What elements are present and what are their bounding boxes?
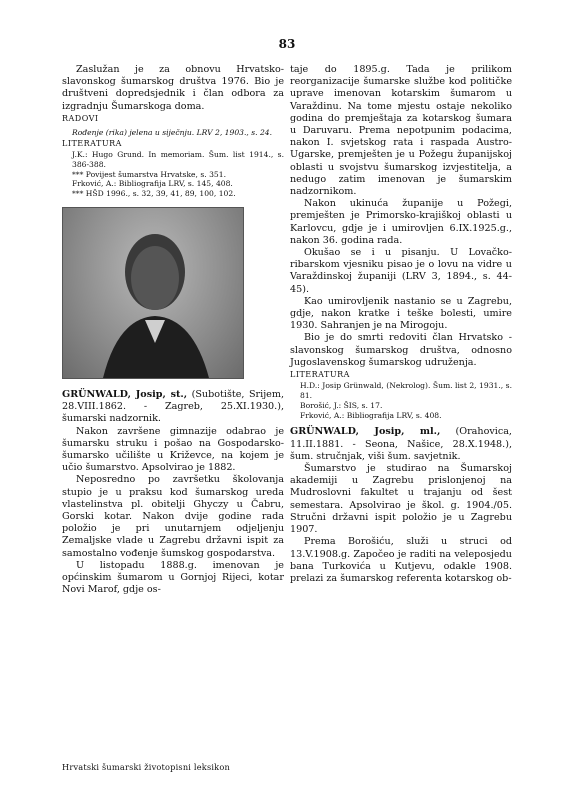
lit-item: *** Povijest šumarstva Hrvatske, s. 351. <box>72 169 227 179</box>
lit-item: H.D.: Josip Grünwald, (Nekrolog). Šum. list 2, 1931., s. 81. <box>300 381 512 401</box>
lit-item: Frković, A.: Bibliografija LRV, s. 145, 408. <box>72 179 233 189</box>
entry-details-ml: (Orahovica, 11.II.1881. - Seona, Našice, 28.X.1948.), šum. stručnjak, viši šum. savjetnik. <box>290 426 512 462</box>
body-paragraph: taje do 1895.g. Tada je prilikom reorganizacije šumarske službe kod političke uprave imenovan kotarskim šumarom u Varaždinu. Na tome mjestu ostaje nekoliko godina do premještaja za kotarskog šumara u Daruvaru. Prema nepotpunim podacima, nakon I. svjetskog rata i raspada Austro-Ugarske, premješten je u Požegu županijskoj oblasti u svojstvu šumarskog izvjestitelja, a nedugo zatim imenovan je šumarskim nadzornikom. <box>290 64 512 198</box>
lit-item: J.K.: Hugo Grund. In memoriam. Šum. list 1914., s. 386-388. <box>72 150 284 169</box>
entry-details-st: (Subotište, Srijem, 28.VIII.1862. - Zagreb, 25.XI.1930.), šumarski nadzornik. <box>62 389 284 425</box>
body-paragraph: Okušao se i u pisanju. U Lovačko-ribarskom vjesniku pisao je o lovu na vidre u Varaždinskoj županiji (LRV 3, 1894., s. 44-45). <box>290 247 512 295</box>
literatura-heading: LITERATURA <box>62 138 122 148</box>
right-column <box>290 64 512 585</box>
body-paragraph: U listopadu 1888.g. imenovan je općinskim šumarom u Gornjoj Rijeci, kotar Novi Marof, gdje os- <box>62 559 284 596</box>
left-column <box>62 64 284 596</box>
body-paragraph: Kao umirovljenik nastanio se u Zagrebu, gdje, nakon kratke i teške bolesti, umire 1930. Sahranjen je na Mirogoju. <box>290 295 512 332</box>
entry-name-ml: GRÜNWALD, Josip, ml., <box>290 426 441 438</box>
radovi-item: Rođenje (rika) jelena u siječnju. LRV 2, 1903., s. 24. <box>72 128 273 138</box>
body-paragraph: Šumarstvo je studirao na Šumarskoj akademiji u Zagrebu prislonjenoj na Mudroslovni fakultet u trajanju od šest semestara. Apsolvirao je škol. g. 1904./05. Stručni državni ispit položio je u Zagrebu 1907. <box>290 463 512 536</box>
intro-paragraph: Zaslužan je za obnovu Hrvatsko-slavonskog šumarskog društva 1976. Bio je društveni dopredsjednik i član odbora za izgradnju Šumarskoga doma. <box>62 64 284 112</box>
body-paragraph: Nakon ukinuća županije u Požegi, premješten je Primorsko-krajiškoj oblasti u Karlovcu, gdje je i umirovljen 6.IX.1925.g., nakon 36. godina rada. <box>290 198 512 246</box>
body-paragraph: Bio je do smrti redoviti član Hrvatsko - slavonskog šumarskog društva, odnosno Jugoslavenskog šumarskog udruženja. <box>290 332 512 368</box>
body-paragraph: Prema Borošiću, služi u struci od 13.V.1908.g. Započeo je raditi na veleposjedu bana Turkovića u Kutjevu, odakle 1908. prelazi za šumarskog referenta kotarskog ob- <box>290 536 512 584</box>
page-number: 83 <box>278 37 296 51</box>
footer-text: Hrvatski šumarski životopisni leksikon <box>62 762 230 772</box>
literatura-list <box>62 150 284 199</box>
literatura-heading: LITERATURA <box>290 370 350 380</box>
body-paragraph: Nakon završene gimnazije odabrao je šumarsku struku i pošao na Gospodarsko-šumarsko učilište u Križevce, na kojem je učio šumarstvo. Apsolvirao je 1882. <box>62 425 284 474</box>
radovi-heading: RADOVI <box>62 113 99 123</box>
body-paragraph: Neposredno po završetku školovanja stupio je u praksu kod šumarskog ureda vlastelinstva pl. obitelji Ghyczy u Čabru, Gorski kotar. Nakon dvije godine rada položio je pri unutarnjem odjeljenju Zemaljske vlade u Zagrebu državni ispit za samostalno vođenje šumskog gospodarstva. <box>62 474 284 559</box>
portrait-photo <box>62 207 244 379</box>
lit-item: Borošić, J.: ŠIS, s. 17. <box>300 400 383 410</box>
lit-item: Frković, A.: Bibliografija LRV, s. 408. <box>300 410 442 420</box>
entry-name-st: GRÜNWALD, Josip, st., <box>62 389 188 400</box>
literatura-list <box>290 381 512 420</box>
lit-item: *** HŠD 1996., s. 32, 39, 41, 89, 100, 102. <box>72 189 236 199</box>
